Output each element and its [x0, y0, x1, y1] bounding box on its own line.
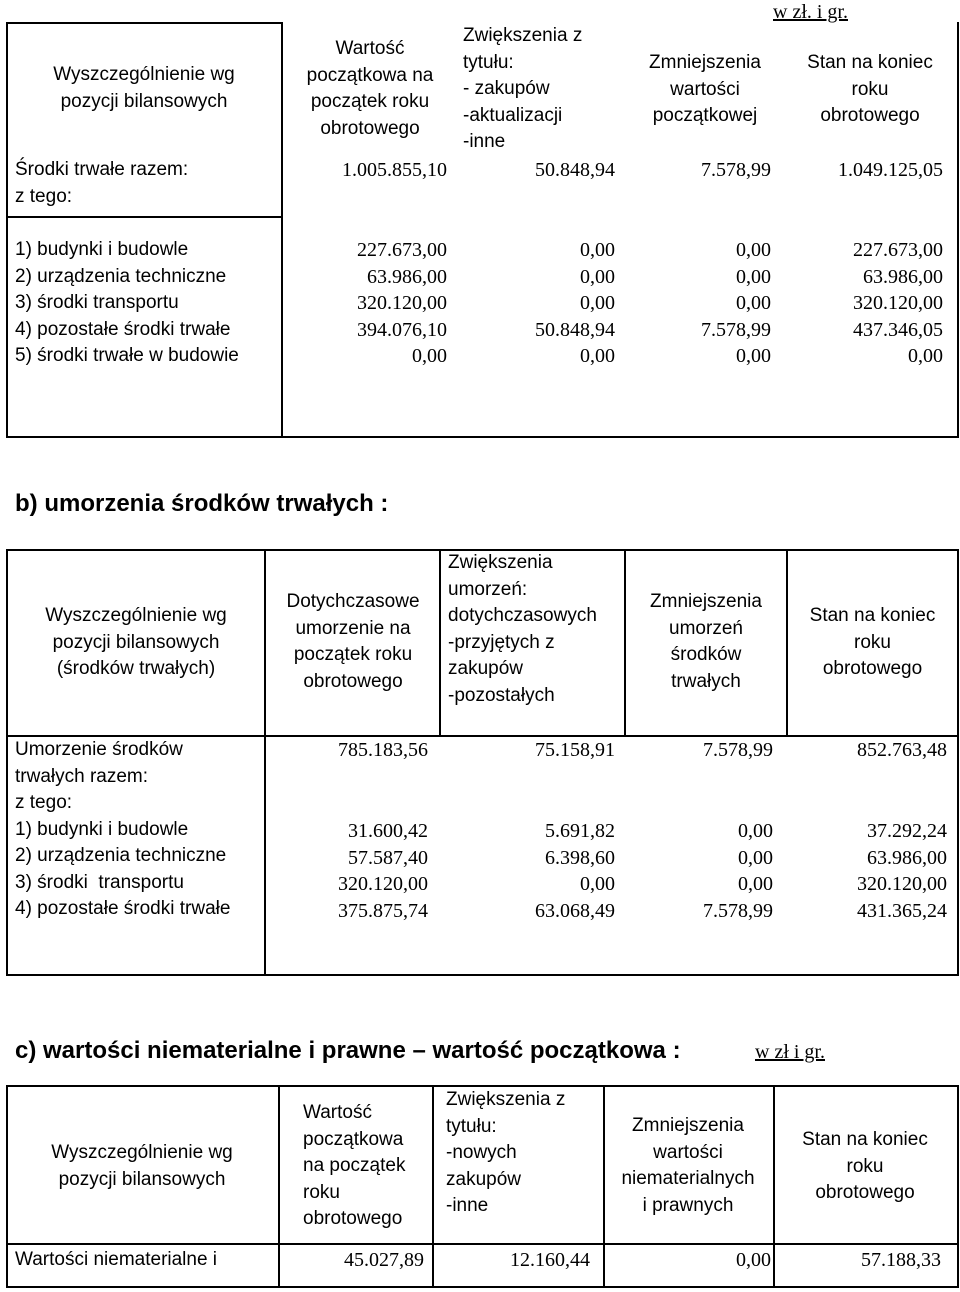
b-labels: Umorzenie środków trwałych razem: z tego: 1) budynki i budowle 2) urządzenia techniczne 3) środki transportu 4) pozostałe środki trwałe [15, 739, 231, 919]
c-row-decreases: 0,00 [736, 1249, 771, 1271]
b-header-item: Wyszczególnienie wg pozycji bilansowych (środków trwałych) [45, 605, 227, 679]
total-opening: 1.005.855,10 [342, 159, 447, 181]
b-header-decreases: Zmniejszenia umorzeń środków trwałych [650, 591, 762, 692]
b-total-closing: 852.763,48 [857, 739, 947, 761]
item-closing: 227.673,00 63.986,00 320.120,00 437.346,05 0,00 [853, 239, 943, 367]
total-increases: 50.848,94 [535, 159, 615, 181]
header-item: Wyszczególnienie wg pozycji bilansowych [53, 64, 235, 112]
b-total-decreases: 7.578,99 [703, 739, 773, 761]
header-decreases: Zmniejszenia wartości początkowej [649, 52, 761, 126]
b-item-opening: 31.600,42 57.587,40 320.120,00 375.875,74 [338, 820, 428, 922]
unit-note: w zł. i gr. [773, 1, 848, 23]
c-row-increases: 12.160,44 [510, 1249, 590, 1271]
c-row-label: Wartości niematerialne i [15, 1249, 218, 1270]
c-header-closing: Stan na koniec roku obrotowego [802, 1129, 928, 1203]
c-row-opening: 45.027,89 [344, 1249, 424, 1271]
item-decreases: 0,00 0,00 0,00 7.578,99 0,00 [701, 239, 771, 367]
section-c-unit-note: w zł i gr. [755, 1041, 825, 1063]
c-row-closing: 57.188,33 [861, 1249, 941, 1271]
b-item-closing: 37.292,24 63.986,00 320.120,00 431.365,24 [857, 820, 947, 922]
b-header-opening: Dotychczasowe umorzenie na początek roku obrotowego [286, 591, 420, 692]
b-total-increases: 75.158,91 [535, 739, 615, 761]
b-header-closing: Stan na koniec roku obrotowego [809, 605, 936, 679]
section-c-heading: c) wartości niematerialne i prawne – wartość początkowa : [15, 1037, 681, 1064]
item-labels: 1) budynki i budowle 2) urządzenia techniczne 3) środki transportu 4) pozostałe środki trwałe 5) środki trwałe w budowie [15, 239, 239, 366]
total-label: Środki trwałe razem: z tego: [15, 159, 189, 207]
b-item-increases: 5.691,82 6.398,60 0,00 63.068,49 [535, 820, 615, 922]
c-header-increases: Zwiększenia z tytułu: -nowych zakupów -inne [446, 1089, 566, 1216]
item-opening: 227.673,00 63.986,00 320.120,00 394.076,10 0,00 [357, 239, 447, 367]
header-closing: Stan na koniec roku obrotowego [807, 52, 933, 126]
b-header-increases: Zwiększenia umorzeń: dotychczasowych -przyjętych z zakupów -pozostałych [448, 552, 597, 706]
b-total-opening: 785.183,56 [338, 739, 428, 761]
section-b-heading: b) umorzenia środków trwałych : [15, 490, 389, 517]
item-increases: 0,00 0,00 0,00 50.848,94 0,00 [535, 239, 615, 367]
header-increases: Zwiększenia z tytułu: - zakupów -aktualizacji -inne [463, 25, 583, 152]
total-decreases: 7.578,99 [701, 159, 771, 181]
c-header-item: Wyszczególnienie wg pozycji bilansowych [51, 1142, 233, 1190]
header-opening: Wartość początkowa na początek roku obrotowego [306, 38, 434, 139]
c-header-opening: Wartość początkowa na początek roku obrotowego [303, 1102, 406, 1229]
total-closing: 1.049.125,05 [838, 159, 943, 181]
b-item-decreases: 0,00 0,00 0,00 7.578,99 [703, 820, 773, 922]
c-header-decreases: Zmniejszenia wartości niematerialnych i prawnych [621, 1115, 755, 1216]
